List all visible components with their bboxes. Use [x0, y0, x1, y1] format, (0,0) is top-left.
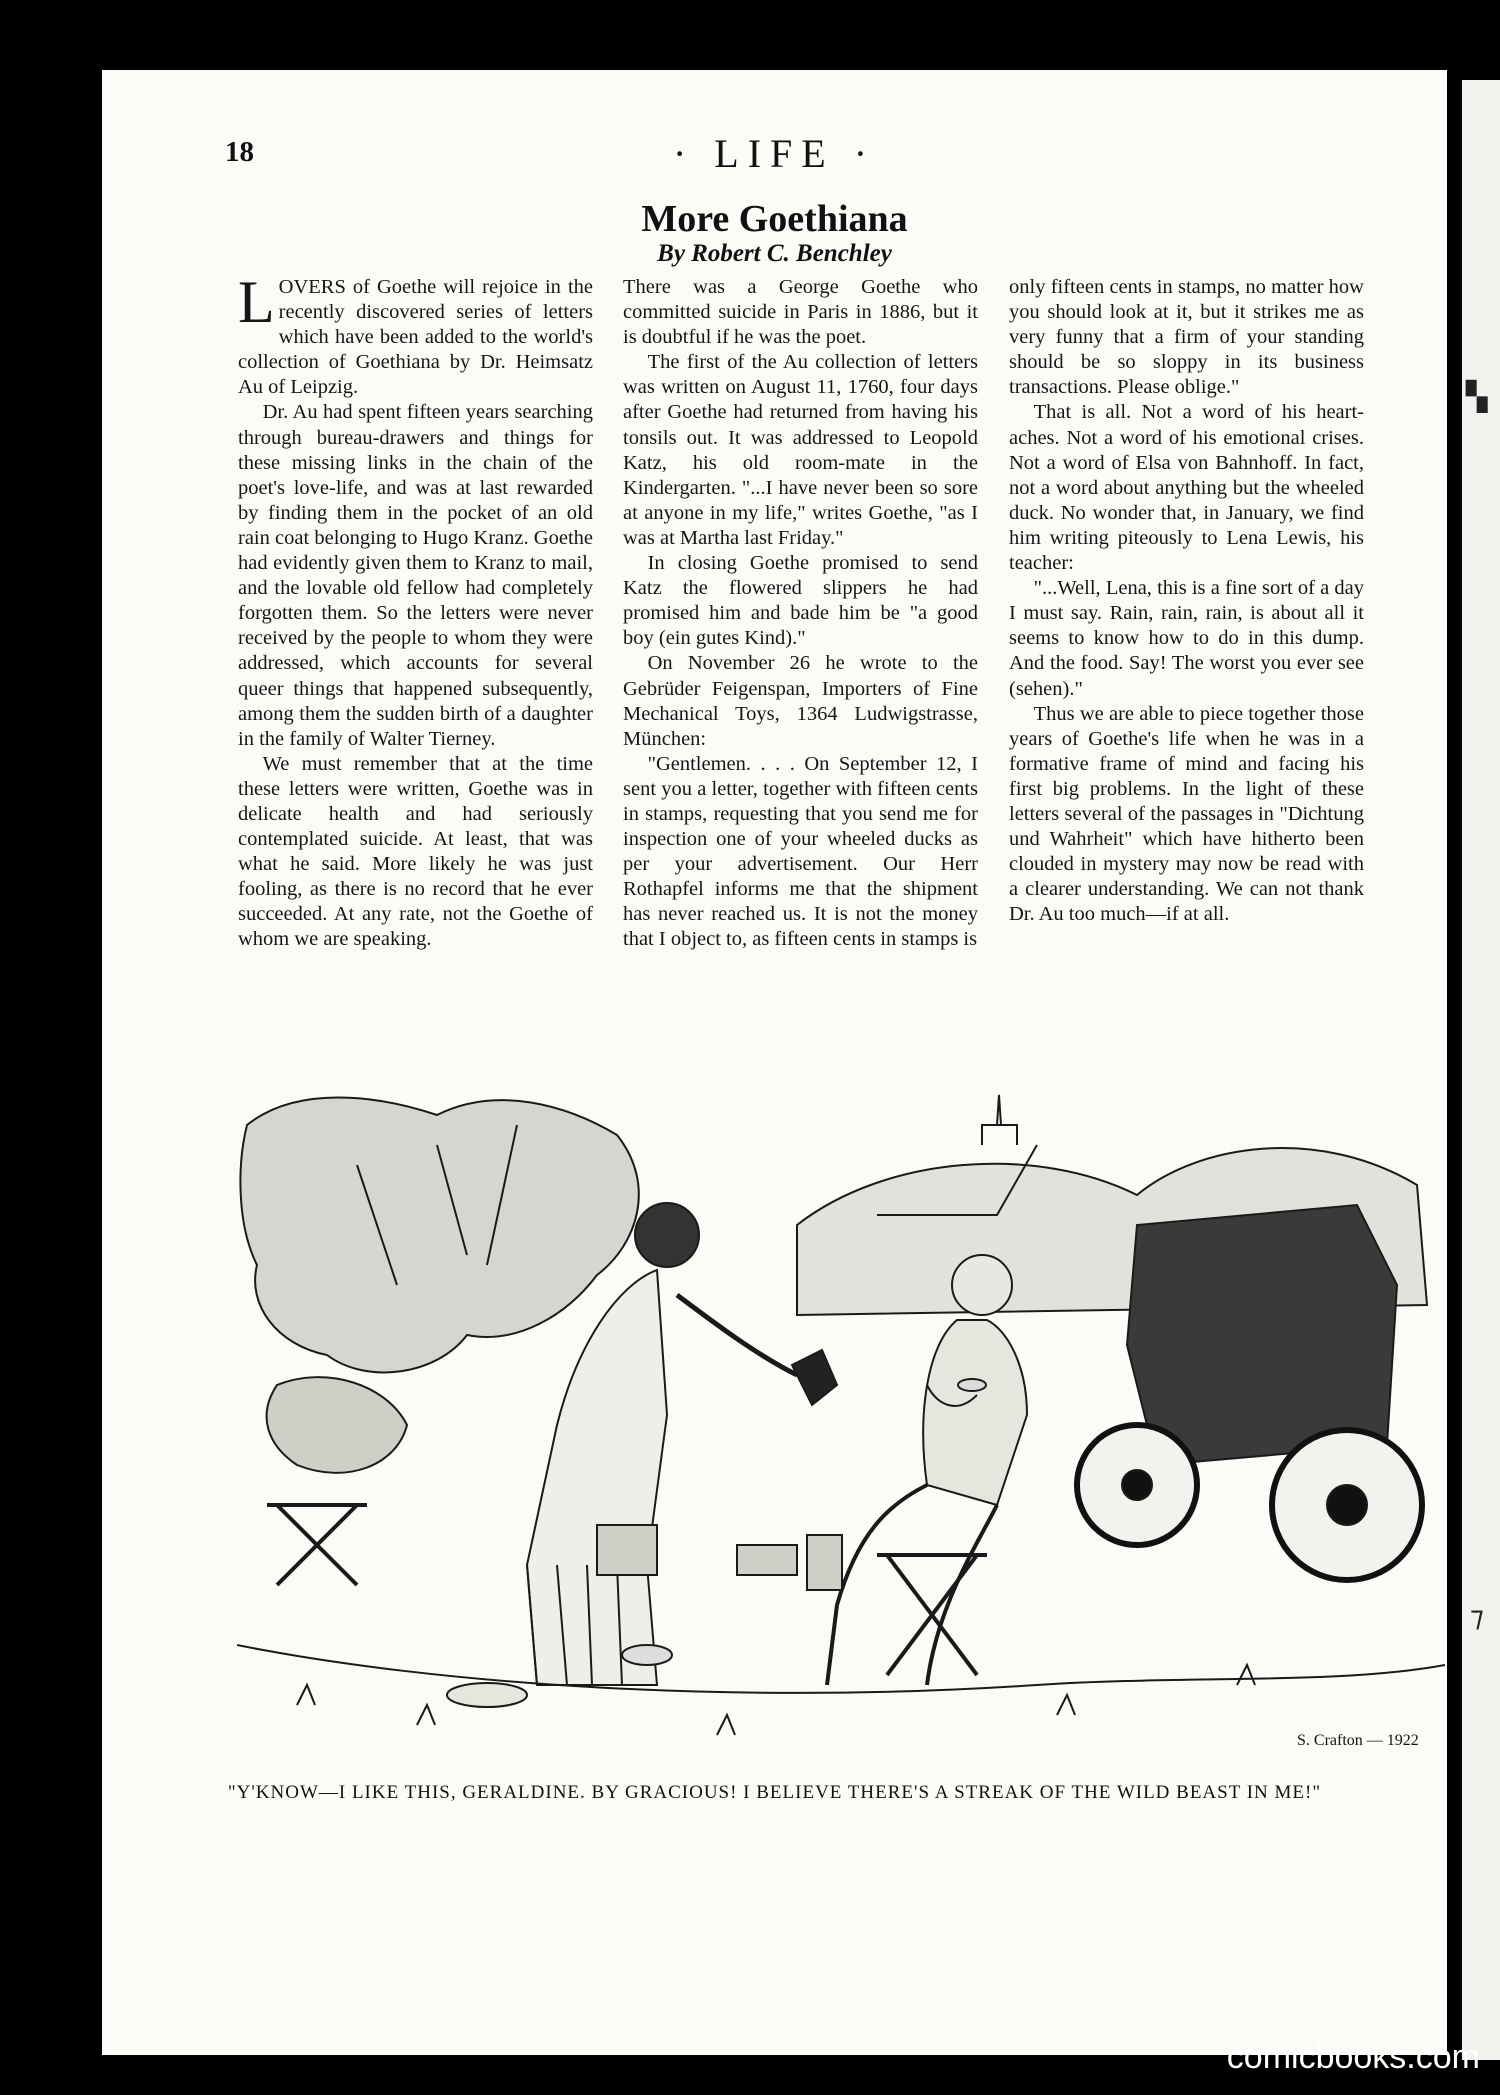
- drop-cap: L: [238, 275, 275, 335]
- article-column-2: [623, 275, 978, 1075]
- picnic-illustration: [237, 1085, 1445, 1760]
- paragraph: That is all. Not a word of his heart-aches. Not a word of his emotional crises. Not a word of Elsa von Bahnhoff. In fact, not a word about anything but the wheeled duck. No wonder that, in January, we find him writing piteously to Lena Lewis, his teacher:: [1009, 401, 1364, 575]
- paragraph: On November 26 he wrote to the Gebrüder Feigenspan, Importers of Fine Mechanical Toys, 1364 Ludwigstrasse, München:: [623, 652, 978, 750]
- page-number: 18: [225, 136, 254, 168]
- magazine-page: [102, 70, 1447, 2055]
- paragraph: Dr. Au had spent fifteen years searching through bureau-drawers and things for these missing links in the chain of the poet's love-life, and was at last rewarded by finding them in the pocket of an old rain coat belonging to Hugo Kranz. Goethe had evidently given them to Kranz to mail, and the lovable old fellow had completely forgotten them. So the letters were never received by the people to whom they were addressed, which accounts for several queer things that happened subsequently, among them the sudden birth of a daughter in the family of Walter Tierney.: [238, 401, 593, 750]
- paragraph: The first of the Au collection of letters was written on August 11, 1760, four days after Goethe had returned from having his tonsils out. It was addressed to Leopold Katz, his old room-mate in the Kindergarten. "...I have never been so sore at anyone in my life," writes Goethe, "as I was at Martha last Friday.": [623, 351, 978, 549]
- paragraph: "Gentlemen. . . . On September 12, I sent you a letter, together with fifteen cents in stamps, requesting that you send me for inspection one of your wheeled ducks as per your advertisement. Our Herr Rothapfel informs me that the shipment has never reached us. It is not the money that I object to, as fifteen cents in stamps is: [623, 752, 978, 951]
- illustration-caption: "Y'KNOW—I LIKE THIS, GERALDINE. BY GRACIOUS! I BELIEVE THERE'S A STREAK OF THE WILD BEAST IN ME!": [227, 1782, 1322, 1803]
- masthead: · LIFE ·: [672, 131, 877, 176]
- artist-signature: S. Crafton — 1922: [1297, 1732, 1419, 1749]
- byline: By Robert C. Benchley: [657, 240, 892, 267]
- paragraph: only fifteen cents in stamps, no matter how you should look at it, but it strikes me as very funny that a firm of your standing should be so sloppy in its business transactions. Please oblige.": [1009, 276, 1364, 399]
- paragraph: "...Well, Lena, this is a fine sort of a day I must say. Rain, rain, rain, is about all it seems to know how to do in this dump. And the food. Say! The worst you ever see (sehen).": [1009, 577, 1364, 700]
- paragraph: Thus we are able to piece together those years of Goethe's life when he was in a formative frame of mind and facing his first big problems. In the light of these letters several of the passages in "Dichtung und Wahrheit" which have hitherto been clouded in mystery may now be read with a clearer understanding. We can not thank Dr. Au too much—if at all.: [1009, 702, 1364, 926]
- watermark: comicbooks.com: [1226, 2038, 1480, 2076]
- paragraph: LOVERS of Goethe will rejoice in the recently discovered series of letters which have been added to the world's collection of Goethiana by Dr. Heimsatz Au of Leipzig.: [238, 275, 593, 399]
- article-column-1: [238, 275, 593, 1075]
- paragraph: There was a George Goethe who committed suicide in Paris in 1886, but it is doubtful if he was the poet.: [623, 276, 978, 349]
- adjacent-page-edge: ▚ ⁊: [1462, 80, 1500, 2060]
- paragraph: We must remember that at the time these letters were written, Goethe was in delicate health and had seriously contemplated suicide. At least, that was what he said. More likely he was just fooling, as there is no record that he ever succeeded. At any rate, not the Goethe of whom we are speaking.: [238, 752, 593, 951]
- article-title: More Goethiana: [641, 198, 908, 240]
- article-column-3: [1009, 275, 1364, 1075]
- paragraph: In closing Goethe promised to send Katz the flowered slippers he had promised him and bade him be "a good boy (ein gutes Kind).": [623, 552, 978, 650]
